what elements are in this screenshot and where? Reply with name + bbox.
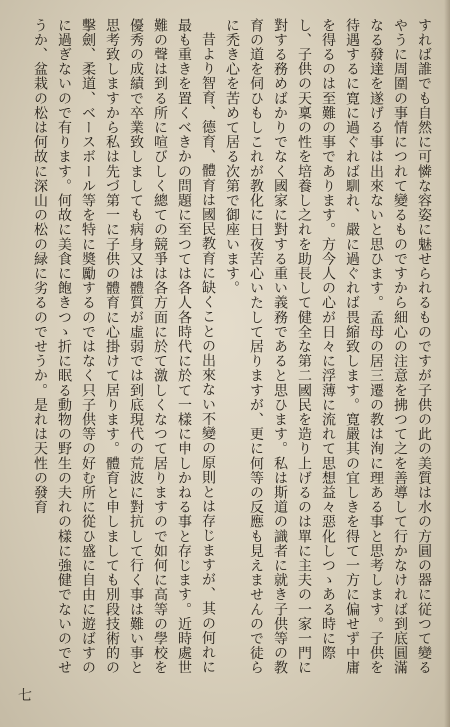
page-fold-shadow (444, 0, 450, 727)
page-number: 七 (18, 688, 32, 704)
vertical-text-block (14, 18, 436, 678)
paragraph: すれば誰でも自然に可憐な容姿に魅せられるものですが子供の此の美質は水の方圓の器に従つて變るやうに周圍の事情につれて變るものですから細心の注意を拂つて之を善導して行かなければ到底圓滿なる發達を遂げる事は出來ないと思ひます。孟母の居三遷の教は洵に理ある事と思考します。子供を待遇するに寛に過ぐれば馴れ、嚴に過ぐれば畏縮致します。寛嚴其の宜しきを得て一方に偏せず中庸を得るのは至難の事であります。方今人の心が日々に浮薄に流れて思想益々惡化しつゝある時に際し、子供の天稟の性を培養し之れを助長して健全な第二國民を造り上げるのは單に主夫の一家一門に對する務めばかりでなく國家に對する重い義務であると思ひます。私は斯道の識者に就き子供等の教育の道を伺ひもしこれが教化に日夜苦心いたして居りますが、更に何等の反應も見えませんので徒らに禿き心を苦めて居る次第で御座います。 (224, 18, 432, 675)
paragraph: 昔より智育、德育、體育は國民教育に缺くことの出來ない不變の原則とは存じますが、其の何れに最も重きを置くべきかの問題に至つては各人各時代に於て一樣に申しかねる事と存じます。近時處世難の聲は到る所に喧びしく總ての競爭は各方面に於て激しくなつて居りますので如何に高等の學校を優秀の成績で卒業致しましても病身又は體質が虛弱では到底現代の荒波に對抗して行く事は難い事と思考致しますから私は先づ第一に子供の體育に心掛けて居ります。體育と申しましても別段技術的の擊劍、柔道、ベースボール等を特に奬勵するのではなく只子供等の好む所に從ひ盛に自由に遊ばすのに過ぎないので有ります。何故に美食に飽きつゝ折に眠る動物の野生の夫れの樣に強健でないのでせうか、盆栽の松は何故に深山の松の緑に劣るのでせうか。是れは天性の發育 (32, 18, 216, 675)
